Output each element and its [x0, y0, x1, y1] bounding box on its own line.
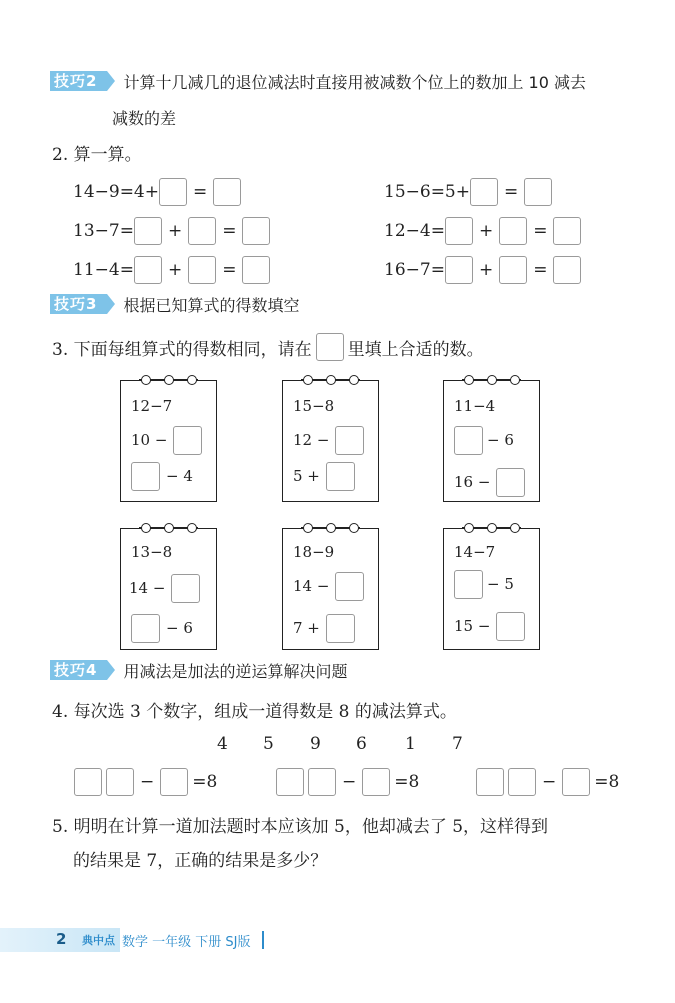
card-line-3: 16 − — [454, 467, 525, 497]
answer-box[interactable] — [188, 256, 216, 284]
plus-sign: + — [167, 221, 183, 241]
q2-row-1-left — [73, 177, 241, 207]
q2-row-1-right — [384, 177, 552, 207]
equation-text: 16−7= — [384, 260, 445, 280]
answer-box[interactable] — [131, 614, 160, 643]
tip-3-text: 根据已知算式的得数填空 — [123, 295, 300, 315]
q4-equation-2 — [276, 767, 419, 797]
answer-box[interactable] — [524, 178, 552, 206]
footer-divider — [262, 931, 264, 949]
tip-3-badge: 技巧3 — [50, 294, 107, 314]
equation-text: 14−9=4+ — [73, 182, 159, 202]
digit: 5 — [263, 734, 274, 754]
digit: 7 — [452, 734, 463, 754]
answer-box[interactable] — [106, 768, 134, 796]
digit: 1 — [405, 734, 416, 754]
answer-box[interactable] — [276, 768, 304, 796]
card-head: 11−4 — [454, 397, 496, 415]
card-line-2: 10 − — [131, 425, 202, 455]
answer-box[interactable] — [173, 426, 202, 455]
card-line-2: − 6 — [454, 425, 514, 455]
card-5 — [282, 528, 379, 650]
card-line-2: 14 − — [129, 573, 200, 603]
card-line-2: − 5 — [454, 569, 514, 599]
answer-box[interactable] — [508, 768, 536, 796]
plus-sign: + — [478, 221, 494, 241]
book-title: 数学 一年级 下册 SJ版 — [122, 935, 251, 950]
card-2 — [282, 380, 379, 502]
digit: 4 — [217, 734, 228, 754]
equals-sign: = — [222, 260, 237, 280]
answer-box[interactable] — [499, 256, 527, 284]
card-line-2: 14 − — [293, 571, 364, 601]
plus-sign: + — [167, 260, 183, 280]
card-1 — [120, 380, 217, 502]
answer-box[interactable] — [454, 426, 483, 455]
equation-text: 11−4= — [73, 260, 134, 280]
sample-box — [316, 333, 344, 361]
q2-row-3-left — [73, 255, 270, 285]
answer-box[interactable] — [553, 256, 581, 284]
digit: 6 — [356, 734, 367, 754]
equals-8: =8 — [394, 772, 420, 792]
answer-box[interactable] — [476, 768, 504, 796]
card-head: 15−8 — [293, 397, 335, 415]
answer-box[interactable] — [74, 768, 102, 796]
q2-row-3-right — [384, 255, 581, 285]
card-3 — [443, 380, 540, 502]
answer-box[interactable] — [326, 462, 355, 491]
answer-box[interactable] — [445, 217, 473, 245]
question-5-line-2: 的结果是 7，正确的结果是多少？ — [73, 851, 328, 871]
q2-row-2-right — [384, 216, 581, 246]
digit: 9 — [310, 734, 321, 754]
question-2-title: 2. 算一算。 — [52, 145, 142, 165]
card-line-3: 5 + — [293, 461, 355, 491]
question-3-title-part-b: 里填上合适的数。 — [347, 339, 484, 360]
page-number: 2 — [56, 930, 67, 948]
equation-text: 12−4= — [384, 221, 445, 241]
answer-box[interactable] — [188, 217, 216, 245]
q4-equation-1 — [74, 767, 217, 797]
card-head: 12−7 — [131, 397, 173, 415]
equation-text: 13−7= — [73, 221, 134, 241]
answer-box[interactable] — [496, 468, 525, 497]
equals-sign: = — [504, 182, 519, 202]
question-3-title — [52, 333, 484, 361]
answer-box[interactable] — [171, 574, 200, 603]
answer-box[interactable] — [242, 256, 270, 284]
card-head: 13−8 — [131, 543, 173, 561]
minus-sign: − — [342, 772, 357, 792]
tip-4-badge: 技巧4 — [50, 660, 107, 680]
card-4 — [120, 528, 217, 650]
answer-box[interactable] — [562, 768, 590, 796]
tip-4 — [50, 659, 347, 681]
card-6 — [443, 528, 540, 650]
q4-equation-3 — [476, 767, 619, 797]
answer-box[interactable] — [470, 178, 498, 206]
answer-box[interactable] — [159, 178, 187, 206]
card-head: 18−9 — [293, 543, 335, 561]
answer-box[interactable] — [362, 768, 390, 796]
answer-box[interactable] — [454, 570, 483, 599]
question-3-title-part-a: 3. 下面每组算式的得数相同，请在 — [52, 339, 312, 360]
answer-box[interactable] — [213, 178, 241, 206]
card-line-2: 12 − — [293, 425, 364, 455]
tip-4-text: 用减法是加法的逆运算解决问题 — [123, 661, 348, 681]
answer-box[interactable] — [131, 462, 160, 491]
equals-sign: = — [533, 221, 548, 241]
equals-8: =8 — [192, 772, 218, 792]
answer-box[interactable] — [134, 217, 162, 245]
answer-box[interactable] — [134, 256, 162, 284]
card-line-3: 15 − — [454, 611, 525, 641]
equals-sign: = — [193, 182, 208, 202]
minus-sign: − — [140, 772, 155, 792]
card-head: 14−7 — [454, 543, 496, 561]
minus-sign: − — [542, 772, 557, 792]
question-5-line-1: 5. 明明在计算一道加法题时本应该加 5，他却减去了 5，这样得到 — [52, 817, 549, 837]
plus-sign: + — [478, 260, 494, 280]
answer-box[interactable] — [326, 614, 355, 643]
answer-box[interactable] — [160, 768, 188, 796]
answer-box[interactable] — [335, 572, 364, 601]
equals-sign: = — [222, 221, 237, 241]
tip-2-text-continued: 减数的差 — [112, 109, 177, 128]
tip-2-badge: 技巧2 — [50, 71, 107, 91]
card-line-3: − 6 — [131, 613, 193, 643]
question-4-title: 4. 每次选 3 个数字，组成一道得数是 8 的减法算式。 — [52, 702, 457, 722]
answer-box[interactable] — [308, 768, 336, 796]
tip-2-text: 计算十几减几的退位减法时直接用被减数个位上的数加上 10 减去 — [123, 72, 586, 92]
answer-box[interactable] — [445, 256, 473, 284]
equals-sign: = — [533, 260, 548, 280]
card-line-3: 7 + — [293, 613, 355, 643]
answer-box[interactable] — [496, 612, 525, 641]
answer-box[interactable] — [553, 217, 581, 245]
q2-row-2-left — [73, 216, 270, 246]
answer-box[interactable] — [335, 426, 364, 455]
equation-text: 15−6=5+ — [384, 182, 470, 202]
tip-3 — [50, 293, 299, 315]
card-line-3: − 4 — [131, 461, 193, 491]
answer-box[interactable] — [242, 217, 270, 245]
tip-2 — [50, 70, 586, 92]
answer-box[interactable] — [499, 217, 527, 245]
equals-8: =8 — [594, 772, 620, 792]
brand-logo: 典中点 — [82, 934, 115, 947]
page-footer — [0, 928, 300, 952]
